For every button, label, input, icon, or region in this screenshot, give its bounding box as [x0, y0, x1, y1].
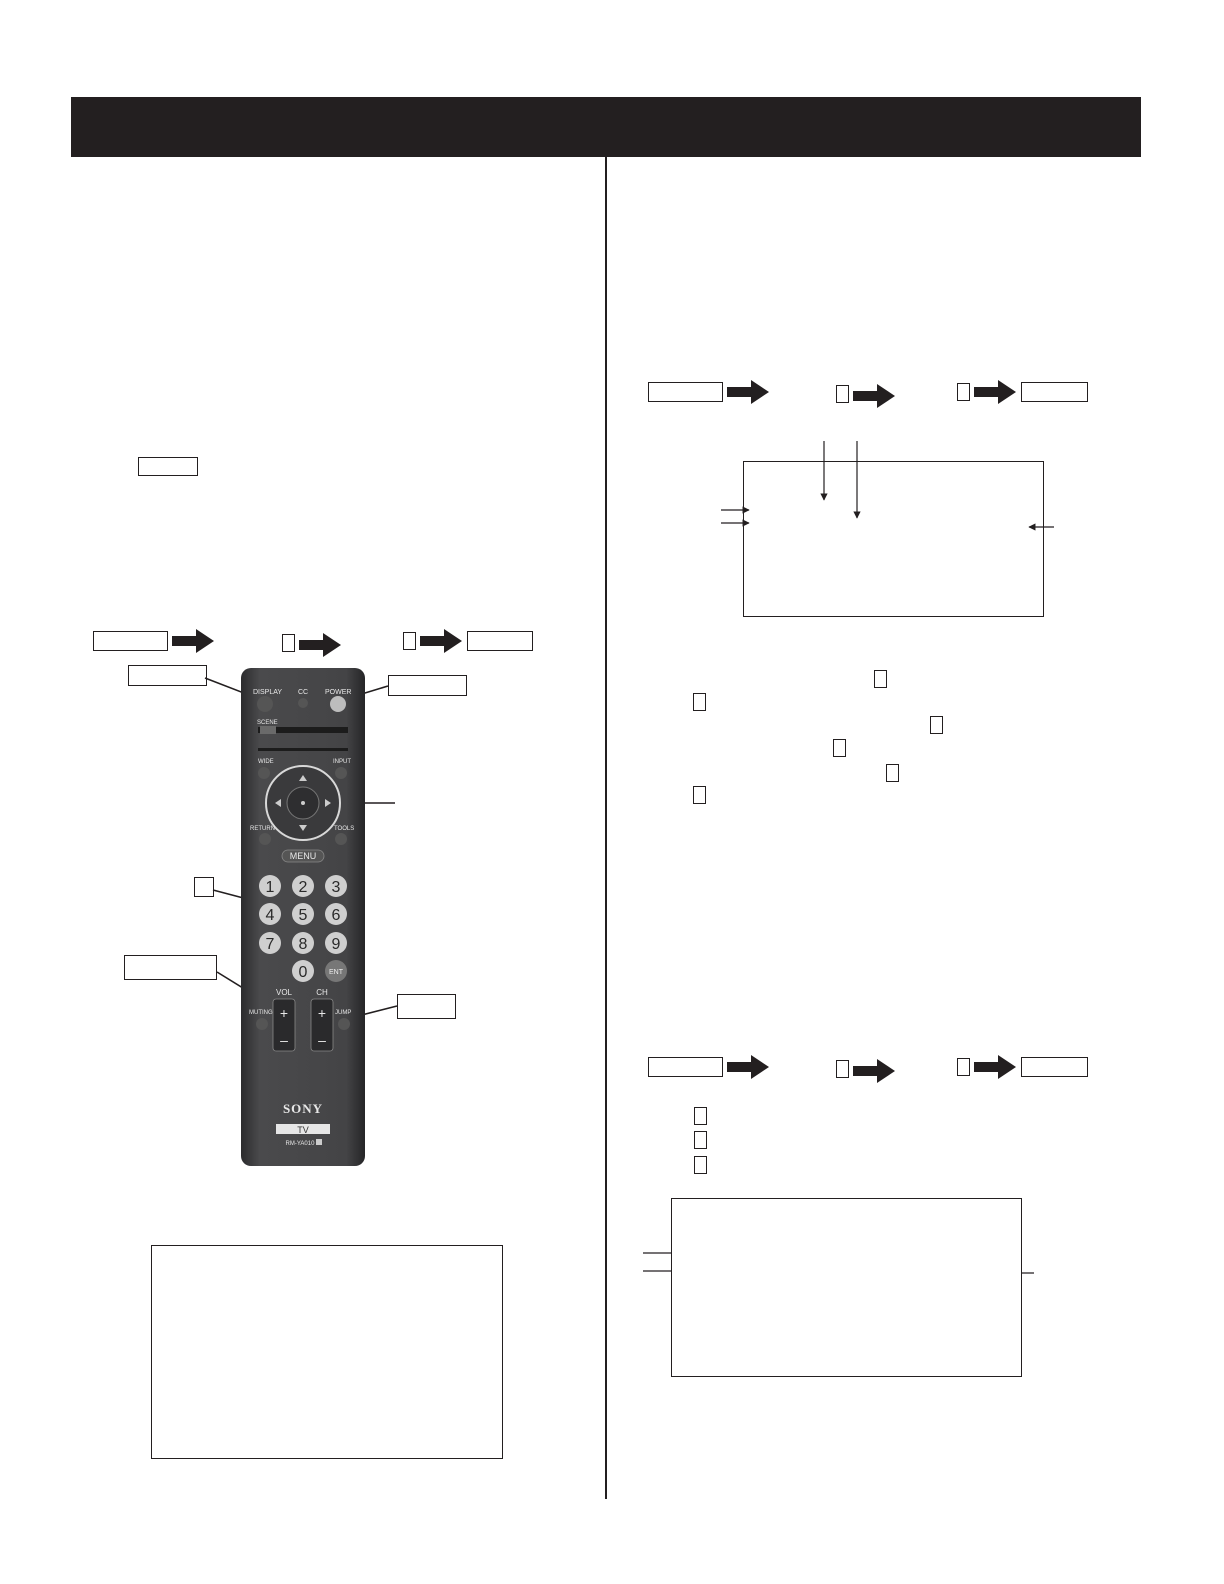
right-step-marker-3 [930, 716, 943, 734]
remote-wide-label: WIDE [258, 759, 274, 765]
remote-vol-label: VOL [275, 988, 293, 997]
remote-power-label: POWER [325, 689, 352, 696]
right-seq2-end-box [1021, 1057, 1088, 1077]
right-list-marker-3 [694, 1156, 707, 1174]
right-list-marker-2 [694, 1131, 707, 1149]
remote-ent-label: ENT [329, 969, 343, 976]
right-seq2-arrow-2-icon [853, 1059, 895, 1083]
remote-brand-logo: SONY [282, 1101, 324, 1116]
right-seq2-arrow-1-icon [727, 1055, 769, 1079]
remote-ch-minus: – [318, 1032, 326, 1048]
right-seq2-step-a [836, 1060, 849, 1078]
remote-tools-label: TOOLS [334, 826, 355, 832]
remote-key-9-label: 9 [331, 936, 341, 953]
remote-display-label: DISPLAY [253, 689, 283, 696]
remote-key-3-label: 3 [331, 879, 341, 896]
remote-key-1-label: 1 [265, 879, 275, 896]
remote-key-4-label: 4 [265, 907, 275, 924]
remote-ch-label: CH [316, 988, 328, 997]
remote-tv-label: TV [297, 1125, 309, 1135]
remote-menu-label: MENU [289, 851, 317, 861]
right-step-marker-1 [874, 670, 887, 688]
right-list-marker-1 [694, 1107, 707, 1125]
right-seq2-arrow-3-icon [974, 1055, 1016, 1079]
remote-scene-label: SCENE [257, 720, 278, 726]
remote-return-label: RETURN [250, 826, 275, 832]
remote-key-0-label: 0 [298, 964, 308, 981]
remote-vol-minus: – [280, 1032, 288, 1048]
right-step-marker-4 [833, 739, 846, 757]
remote-ch-plus: + [317, 1005, 327, 1021]
remote-vol-plus: + [279, 1005, 289, 1021]
right-lower-screen-box [671, 1198, 1022, 1377]
remote-model-label: RM-YA010 [285, 1141, 315, 1147]
remote-muting-label: MUTING [249, 1010, 273, 1016]
right-step-marker-5 [886, 764, 899, 782]
right-seq2-step-b [957, 1058, 970, 1076]
remote-key-7-label: 7 [265, 936, 275, 953]
remote-key-2-label: 2 [298, 879, 308, 896]
right-step-marker-2 [693, 693, 706, 711]
remote-key-8-label: 8 [298, 936, 308, 953]
remote-jump-label: JUMP [335, 1010, 352, 1016]
remote-input-label: INPUT [333, 759, 351, 765]
right-seq2-start-box [648, 1057, 723, 1077]
right-step-marker-6 [693, 786, 706, 804]
remote-key-6-label: 6 [331, 907, 341, 924]
remote-cc-label: CC [298, 689, 309, 696]
remote-key-5-label: 5 [298, 907, 308, 924]
